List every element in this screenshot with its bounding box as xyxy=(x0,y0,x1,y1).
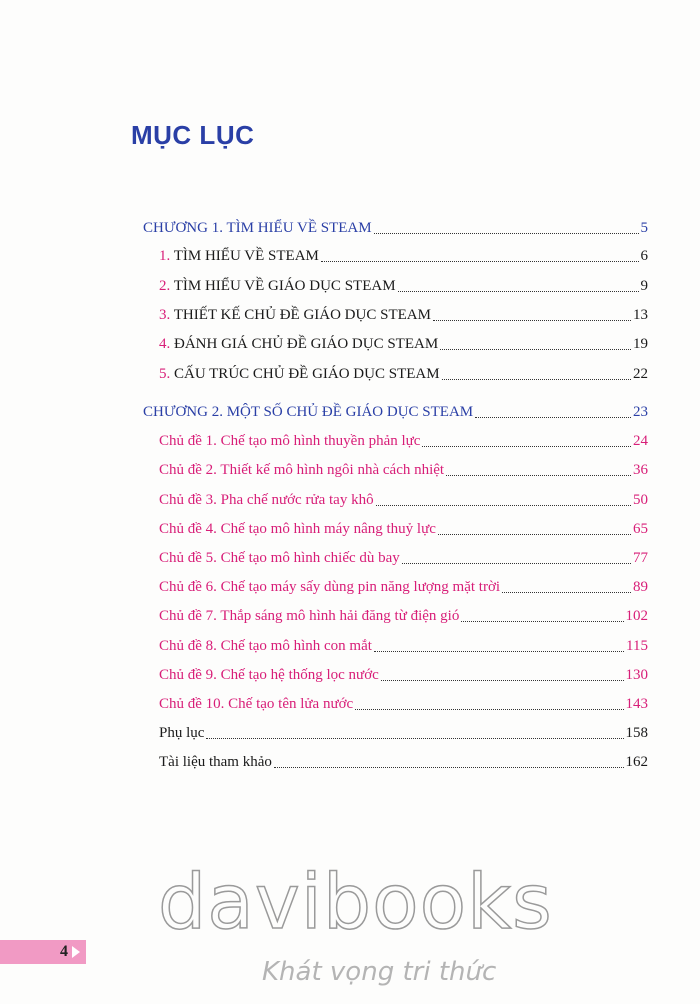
page-number-badge xyxy=(0,940,86,964)
toc-label xyxy=(159,305,431,325)
toc-label xyxy=(159,606,459,626)
toc-label xyxy=(159,694,353,714)
leader-dots xyxy=(440,348,631,350)
toc-number: 4. xyxy=(159,336,171,352)
page-title: MỤC LỤC xyxy=(131,120,255,150)
toc-text: Chế tạo máy sấy dùng pin năng lượng mặt trời xyxy=(220,579,501,595)
leader-dots xyxy=(475,416,631,418)
toc-page: 102 xyxy=(625,608,648,624)
toc-label xyxy=(159,431,420,451)
toc-page: 50 xyxy=(633,492,648,508)
toc-label xyxy=(143,402,473,422)
toc-label xyxy=(159,519,436,539)
toc-text: CHƯƠNG 2. MỘT SỐ CHỦ ĐỀ GIÁO DỤC STEAM xyxy=(143,404,474,420)
toc-entry xyxy=(159,305,648,325)
toc-number: Chủ đề 9. xyxy=(159,667,217,683)
toc-page: 5 xyxy=(640,220,648,236)
toc-number: Chủ đề 5. xyxy=(159,550,217,566)
toc-entry xyxy=(159,364,648,384)
toc-entry xyxy=(159,276,648,296)
toc-page: 22 xyxy=(633,366,648,382)
toc-page: 115 xyxy=(626,638,648,654)
toc-text: Phụ lục xyxy=(159,725,205,741)
toc-number: 2. xyxy=(159,278,171,294)
toc-page: 19 xyxy=(633,336,648,352)
leader-dots xyxy=(438,533,631,535)
toc-text: Chế tạo hệ thống lọc nước xyxy=(220,667,379,683)
toc-page: 89 xyxy=(633,579,648,595)
toc-number: Chủ đề 10. xyxy=(159,696,225,712)
toc-text: Thiết kế mô hình ngôi nhà cách nhiệt xyxy=(220,462,445,478)
toc-text: Chế tạo tên lửa nước xyxy=(228,696,354,712)
leader-dots xyxy=(374,232,639,234)
toc-page: 36 xyxy=(633,462,648,478)
toc-label xyxy=(159,364,440,384)
toc-entry xyxy=(159,460,648,480)
toc-entry xyxy=(159,490,648,510)
toc-text: ĐÁNH GIÁ CHỦ ĐỀ GIÁO DỤC STEAM xyxy=(174,336,439,352)
toc-label xyxy=(159,490,374,510)
toc-entry xyxy=(159,334,648,354)
toc-number: Chủ đề 3. xyxy=(159,492,217,508)
arrow-right-icon xyxy=(72,946,80,958)
toc-label xyxy=(159,577,500,597)
toc-chapter xyxy=(143,402,648,422)
toc-text: TÌM HIỂU VỀ GIÁO DỤC STEAM xyxy=(173,278,396,294)
toc-entry xyxy=(159,752,648,772)
toc-entry xyxy=(159,665,648,685)
leader-dots xyxy=(355,708,623,710)
toc-page: 13 xyxy=(633,307,648,323)
toc-page: 6 xyxy=(640,248,648,264)
leader-dots xyxy=(502,591,631,593)
toc-text: Pha chế nước rửa tay khô xyxy=(220,492,374,508)
toc-label xyxy=(159,636,372,656)
toc-text: THIẾT KẾ CHỦ ĐỀ GIÁO DỤC STEAM xyxy=(173,307,431,323)
toc-entry xyxy=(159,519,648,539)
toc-page: 23 xyxy=(633,404,648,420)
leader-dots xyxy=(381,679,624,681)
toc-page: 65 xyxy=(633,521,648,537)
toc-entry xyxy=(159,548,648,568)
toc-label xyxy=(159,246,319,266)
toc-text: Chế tạo mô hình con mắt xyxy=(220,638,372,654)
toc-number: 5. xyxy=(159,366,171,382)
page-number: 4 xyxy=(60,943,68,960)
toc-entry xyxy=(159,606,648,626)
toc-page: 158 xyxy=(625,725,648,741)
toc-entry xyxy=(159,431,648,451)
toc-entry xyxy=(159,577,648,597)
toc-text: Thắp sáng mô hình hải đăng từ điện gió xyxy=(220,608,460,624)
toc-text: CẤU TRÚC CHỦ ĐỀ GIÁO DỤC STEAM xyxy=(174,366,440,382)
toc-text: Chế tạo mô hình chiếc dù bay xyxy=(220,550,400,566)
toc-entry xyxy=(159,246,648,266)
toc-page: 24 xyxy=(633,433,648,449)
leader-dots xyxy=(446,474,631,476)
toc-entry xyxy=(159,694,648,714)
leader-dots xyxy=(422,445,631,447)
leader-dots xyxy=(461,620,623,622)
leader-dots xyxy=(398,290,639,292)
leader-dots xyxy=(274,766,624,768)
toc-entry xyxy=(159,636,648,656)
toc-text: TÌM HIỂU VỀ STEAM xyxy=(173,248,319,264)
toc-page: 77 xyxy=(633,550,648,566)
leader-dots xyxy=(433,319,631,321)
toc-label xyxy=(159,752,272,772)
toc-number: 3. xyxy=(159,307,171,323)
leader-dots xyxy=(376,504,631,506)
toc-chapter xyxy=(143,218,648,238)
toc-number: Chủ đề 8. xyxy=(159,638,217,654)
leader-dots xyxy=(402,562,631,564)
toc-label xyxy=(159,548,400,568)
toc-number: Chủ đề 1. xyxy=(159,433,217,449)
watermark-brand: davibooks xyxy=(158,857,553,946)
toc-label xyxy=(143,218,372,238)
toc-text: Tài liệu tham khảo xyxy=(159,754,272,770)
toc-number: Chủ đề 2. xyxy=(159,462,217,478)
toc-entry xyxy=(159,723,648,743)
toc-page: 9 xyxy=(640,278,648,294)
toc-label xyxy=(159,723,204,743)
toc-number: 1. xyxy=(159,248,171,264)
toc-text: CHƯƠNG 1. TÌM HIỂU VỀ STEAM xyxy=(143,220,372,236)
toc-number: Chủ đề 6. xyxy=(159,579,217,595)
toc-text: Chế tạo mô hình thuyền phản lực xyxy=(220,433,421,449)
leader-dots xyxy=(206,737,623,739)
toc-page: 143 xyxy=(625,696,648,712)
toc-label xyxy=(159,276,396,296)
toc-label xyxy=(159,334,438,354)
watermark-slogan: Khát vọng tri thức xyxy=(262,957,497,987)
leader-dots xyxy=(374,650,624,652)
toc-page: 130 xyxy=(625,667,648,683)
leader-dots xyxy=(321,260,639,262)
toc-number: Chủ đề 4. xyxy=(159,521,217,537)
leader-dots xyxy=(442,378,631,380)
toc-label xyxy=(159,460,444,480)
toc-page: 162 xyxy=(625,754,648,770)
toc-number: Chủ đề 7. xyxy=(159,608,217,624)
toc-label xyxy=(159,665,379,685)
toc-text: Chế tạo mô hình máy nâng thuỷ lực xyxy=(220,521,436,537)
